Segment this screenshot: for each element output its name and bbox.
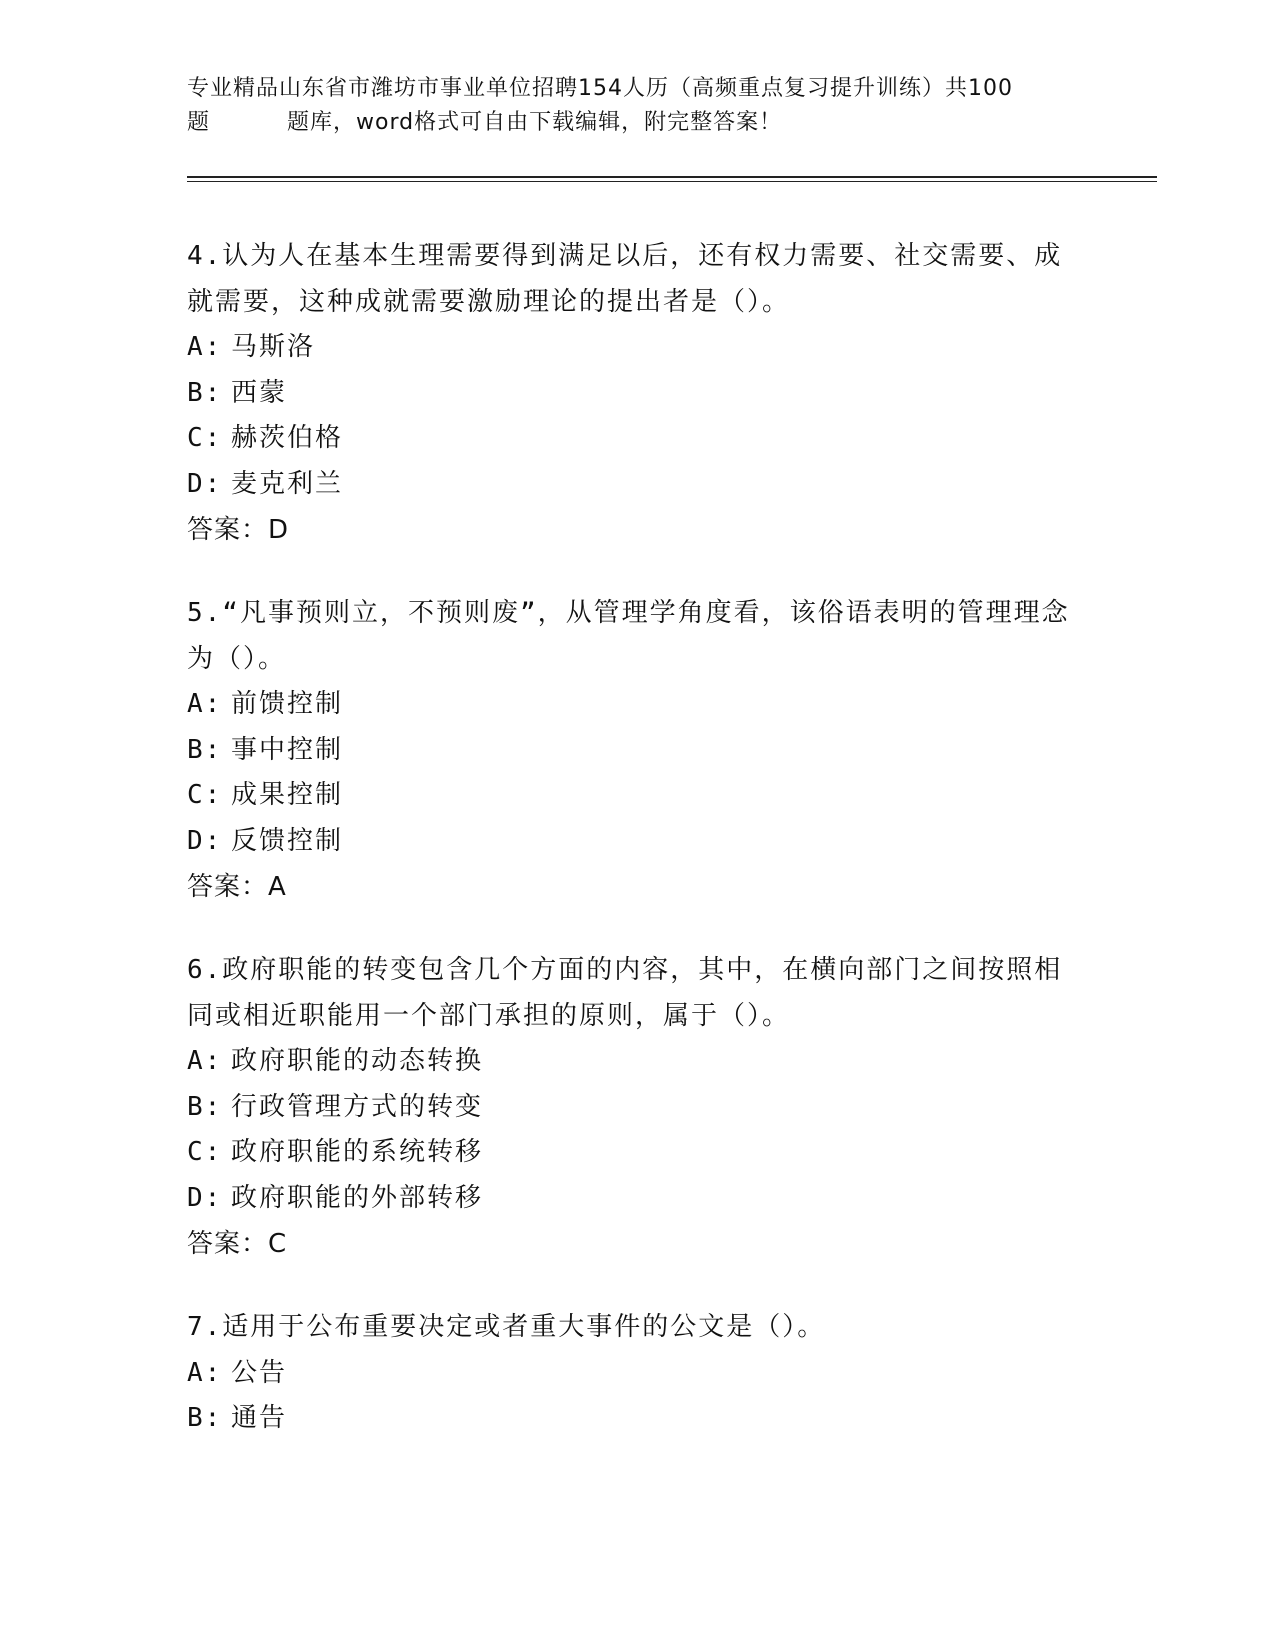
- option-text: 公告: [231, 1357, 288, 1388]
- option-letter: C:: [187, 423, 223, 453]
- option-c: [187, 1130, 1087, 1176]
- option-c: [187, 773, 1087, 819]
- option-text: 马斯洛: [231, 332, 316, 362]
- answer-text: 答案：D: [187, 515, 290, 545]
- header-divider-thin: [187, 181, 1157, 182]
- option-text: 政府职能的系统转移: [231, 1137, 484, 1167]
- option-letter: D:: [187, 468, 223, 499]
- option-text: 通告: [231, 1403, 288, 1433]
- question-5: [187, 591, 1087, 910]
- option-text: 反馈控制: [231, 825, 344, 856]
- question-4: [187, 234, 1087, 553]
- option-text: 事中控制: [231, 734, 344, 765]
- option-c: [187, 416, 1087, 462]
- option-letter: C:: [187, 1137, 223, 1167]
- option-letter: A:: [187, 689, 223, 719]
- option-b: [187, 1396, 1087, 1442]
- option-letter: C:: [187, 780, 223, 810]
- option-letter: A:: [187, 332, 223, 362]
- option-text: 政府职能的动态转换: [231, 1046, 484, 1076]
- option-text: 赫茨伯格: [231, 423, 344, 453]
- question-7: [187, 1305, 1087, 1442]
- option-text: 行政管理方式的转变: [231, 1091, 484, 1122]
- option-b: [187, 1085, 1087, 1131]
- header-title-line1: 专业精品山东省市潍坊市事业单位招聘154人历（高频重点复习提升训练）共100: [187, 76, 1013, 101]
- question-stem: 7.适用于公布重要决定或者重大事件的公文是（）。: [187, 1312, 826, 1342]
- option-a: [187, 1039, 1087, 1085]
- option-text: 政府职能的外部转移: [231, 1182, 484, 1213]
- option-text: 麦克利兰: [231, 468, 344, 499]
- option-letter: A:: [187, 1357, 223, 1388]
- option-letter: D:: [187, 825, 223, 856]
- header-title-line2: [187, 106, 1087, 140]
- header-divider-thick: [187, 176, 1157, 178]
- question-list: [187, 234, 1087, 1480]
- option-text: 西蒙: [231, 377, 288, 408]
- header-line2-text: 题库，word格式可自由下载编辑，附完整答案！: [287, 110, 783, 135]
- option-letter: B:: [187, 734, 223, 765]
- option-b: [187, 371, 1087, 417]
- option-a: [187, 682, 1087, 728]
- option-d: [187, 462, 1087, 508]
- option-d: [187, 819, 1087, 865]
- option-text: 前馈控制: [231, 689, 344, 719]
- option-letter: B:: [187, 1091, 223, 1122]
- option-b: [187, 728, 1087, 774]
- header-line2-prefix: 题: [187, 110, 211, 135]
- option-letter: B:: [187, 1403, 223, 1433]
- question-stem: 5.“凡事预则立，不预则废”，从管理学角度看，该俗语表明的管理理念为（）。: [187, 598, 1070, 674]
- option-letter: A:: [187, 1046, 223, 1076]
- answer-text: 答案：C: [187, 1229, 288, 1259]
- question-stem: 4.认为人在基本生理需要得到满足以后，还有权力需要、社交需要、成就需要，这种成就需要激励理论的提出者是（）。: [187, 241, 1063, 317]
- question-stem: 6.政府职能的转变包含几个方面的内容，其中，在横向部门之间按照相同或相近职能用一个部门承担的原则，属于（）。: [187, 955, 1063, 1031]
- answer-text: 答案：A: [187, 872, 287, 902]
- question-6: [187, 948, 1087, 1267]
- document-header: [187, 72, 1087, 140]
- option-d: [187, 1176, 1087, 1222]
- option-a: [187, 325, 1087, 371]
- option-text: 成果控制: [231, 780, 344, 810]
- option-a: [187, 1351, 1087, 1397]
- option-letter: B:: [187, 377, 223, 408]
- option-letter: D:: [187, 1182, 223, 1213]
